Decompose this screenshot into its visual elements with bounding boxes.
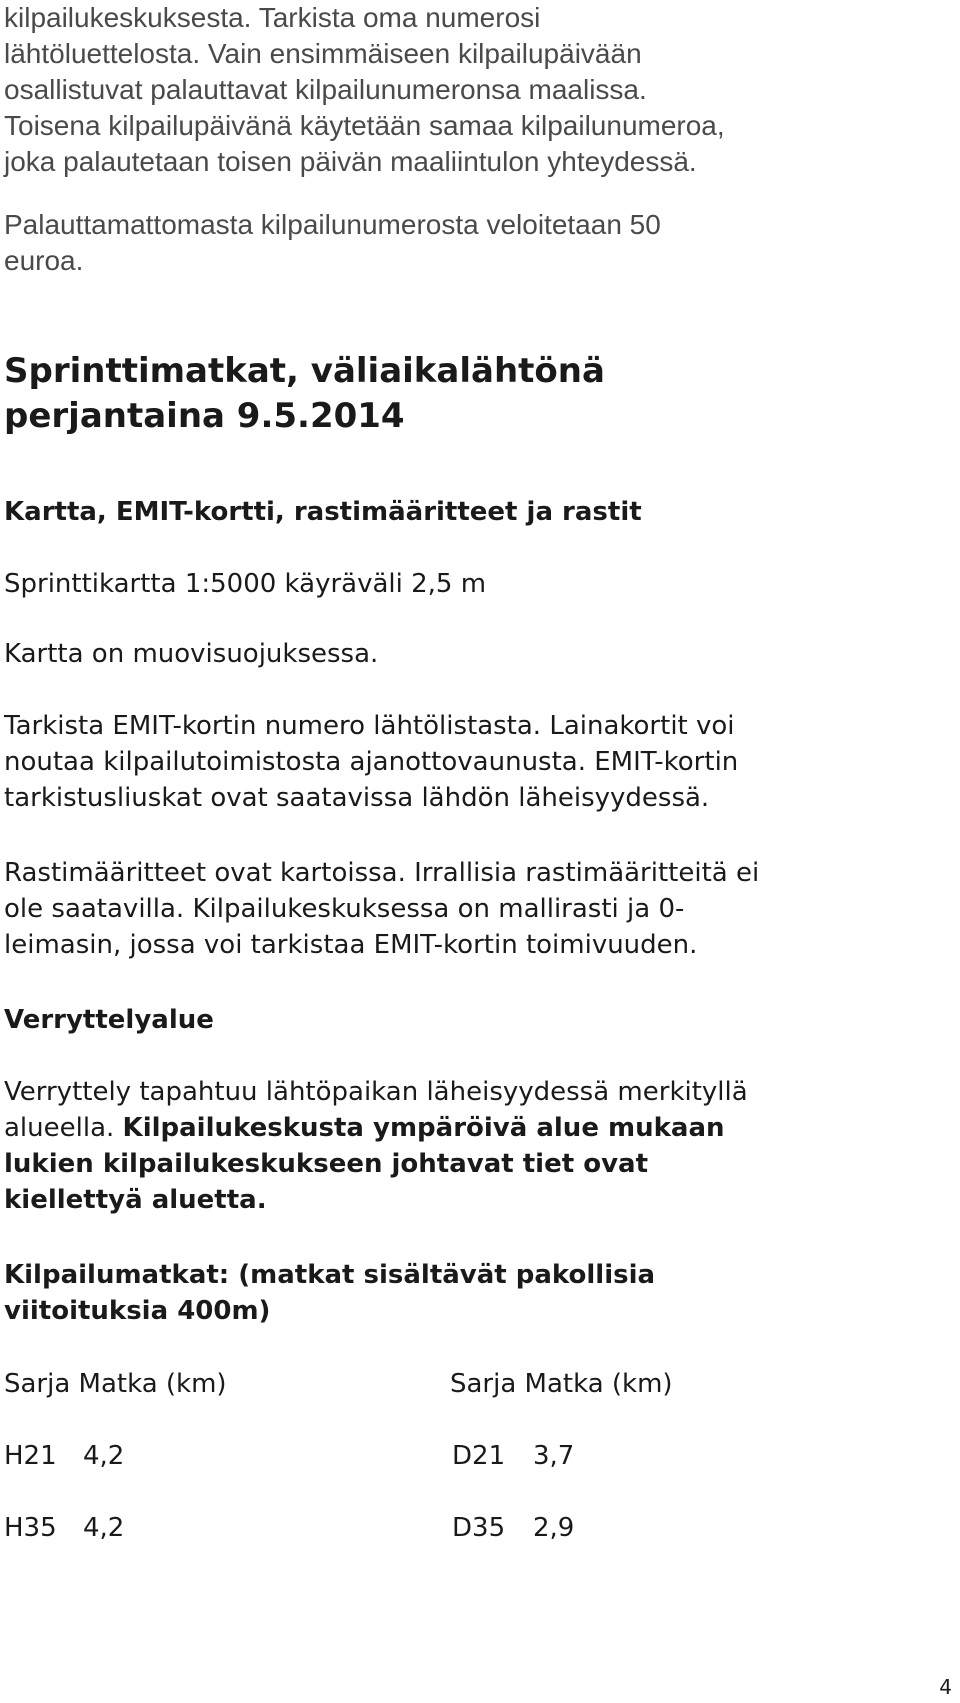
fee-paragraph bbox=[4, 207, 661, 279]
course-class: D21 bbox=[452, 1441, 506, 1471]
warmup-heading: Verryttelyalue bbox=[4, 1005, 214, 1035]
warmup-paragraph bbox=[4, 1074, 748, 1218]
intro-line: osallistuvat palauttavat kilpailunumeronsa maalissa. bbox=[4, 74, 647, 105]
courses-heading-line: viitoituksia 400m) bbox=[4, 1296, 271, 1326]
courses-heading-line: Kilpailumatkat: (matkat sisältävät pakollisia bbox=[4, 1260, 656, 1290]
courses-header-right: Sarja Matka (km) bbox=[450, 1369, 673, 1399]
fee-line: euroa. bbox=[4, 245, 84, 276]
intro-line: Toisena kilpailupäivänä käytetään samaa kilpailunumeroa, bbox=[4, 110, 725, 141]
map-cover-text: Kartta on muovisuojuksessa. bbox=[4, 639, 379, 669]
map-scale-text: Sprinttikartta 1:5000 käyräväli 2,5 m bbox=[4, 569, 487, 599]
course-distance: 3,7 bbox=[533, 1441, 575, 1471]
course-class: D35 bbox=[452, 1513, 506, 1543]
emit-line: Tarkista EMIT-kortin numero lähtölistasta. Lainakortit voi bbox=[4, 711, 735, 741]
fee-line: Palauttamattomasta kilpailunumerosta veloitetaan 50 bbox=[4, 209, 661, 240]
warmup-line: Verryttely tapahtuu lähtöpaikan läheisyydessä merkityllä bbox=[4, 1077, 748, 1107]
control-line: Rastimääritteet ovat kartoissa. Irrallisia rastimääritteitä ei bbox=[4, 858, 760, 888]
course-distance: 2,9 bbox=[533, 1513, 575, 1543]
course-distance: 4,2 bbox=[83, 1441, 125, 1471]
page-number: 4 bbox=[939, 1675, 952, 1699]
course-distance: 4,2 bbox=[83, 1513, 125, 1543]
warmup-line-bold: Kilpailukeskusta ympäröivä alue mukaan bbox=[122, 1113, 725, 1143]
courses-table bbox=[4, 1366, 954, 1566]
section-title-line: perjantaina 9.5.2014 bbox=[4, 396, 405, 436]
courses-header-left: Sarja Matka (km) bbox=[4, 1369, 227, 1399]
warmup-line-bold: lukien kilpailukeskukseen johtavat tiet ovat bbox=[4, 1149, 648, 1179]
intro-paragraph bbox=[4, 0, 725, 180]
intro-line: joka palautetaan toisen päivän maaliintulon yhteydessä. bbox=[4, 146, 697, 177]
control-line: ole saatavilla. Kilpailukeskuksessa on mallirasti ja 0- bbox=[4, 894, 685, 924]
courses-heading bbox=[4, 1257, 655, 1329]
intro-line: kilpailukeskuksesta. Tarkista oma numerosi bbox=[4, 2, 541, 33]
section-title-line: Sprinttimatkat, väliaikalähtönä bbox=[4, 351, 605, 391]
course-class: H21 bbox=[4, 1441, 57, 1471]
control-description-paragraph bbox=[4, 855, 759, 963]
control-line: leimasin, jossa voi tarkistaa EMIT-kortin toimivuuden. bbox=[4, 930, 698, 960]
emit-paragraph bbox=[4, 708, 738, 816]
course-class: H35 bbox=[4, 1513, 57, 1543]
emit-line: noutaa kilpailutoimistosta ajanottovaunusta. EMIT-kortin bbox=[4, 747, 739, 777]
warmup-line-bold: kiellettyä aluetta. bbox=[4, 1185, 267, 1215]
warmup-line bbox=[4, 1110, 748, 1146]
warmup-line-normal: alueella. bbox=[4, 1113, 123, 1143]
map-heading: Kartta, EMIT-kortti, rastimääritteet ja rastit bbox=[4, 497, 642, 527]
section-title bbox=[4, 349, 605, 439]
intro-line: lähtöluettelosta. Vain ensimmäiseen kilpailupäivään bbox=[4, 38, 642, 69]
emit-line: tarkistusliuskat ovat saatavissa lähdön läheisyydessä. bbox=[4, 783, 710, 813]
